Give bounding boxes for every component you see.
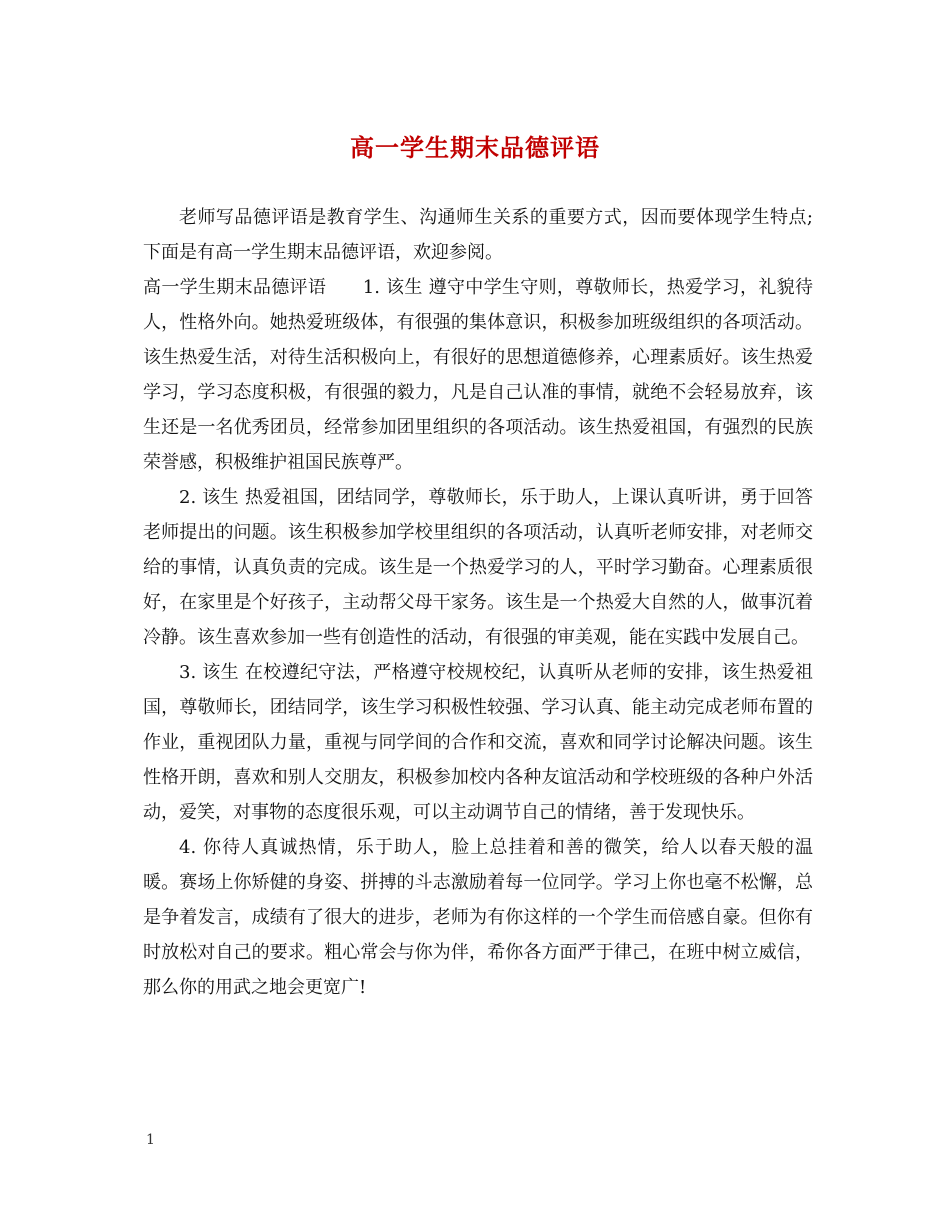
document-body: [143, 200, 813, 1005]
document-title: 高一学生期末品德评语: [350, 133, 600, 162]
comment-paragraph-4: 4. 你待人真诚热情，乐于助人，脸上总挂着和善的微笑，给人以春天般的温暖。赛场上你矫健的身姿、拼搏的斗志激励着每一位同学。学习上你也毫不松懈，总是争着发言，成绩有了很大的进步，老师为有你这样的一个学生而倍感自豪。但你有时放松对自己的要求。粗心常会与你为伴，希你各方面严于律己，在班中树立威信，那么你的用武之地会更宽广!: [143, 837, 813, 998]
comment-paragraph-2: 2. 该生 热爱祖国，团结同学，尊敬师长，乐于助人，上课认真听讲，勇于回答老师提出的问题。该生积极参加学校里组织的各项活动，认真听老师安排，对老师交给的事情，认真负责的完成。该生是一个热爱学习的人，平时学习勤奋。心理素质很好，在家里是个好孩子，主动帮父母干家务。该生是一个热爱大自然的人，做事沉着冷静。该生喜欢参加一些有创造性的活动，有很强的审美观，能在实践中发展自己。: [143, 487, 813, 648]
page-number: 1: [146, 1132, 155, 1148]
comment-paragraph-1: 高一学生期末品德评语 1. 该生 遵守中学生守则，尊敬师长，热爱学习，礼貌待人，性格外向。她热爱班级体，有很强的集体意识，积极参加班级组织的各项活动。该生热爱生活，对待生活积极向上，有很好的思想道德修养，心理素质好。该生热爱学习，学习态度积极，有很强的毅力，凡是自己认准的事情，就绝不会轻易放弃，该生还是一名优秀团员，经常参加团里组织的各项活动。该生热爱祖国，有强烈的民族荣誉感，积极维护祖国民族尊严。: [143, 277, 813, 473]
intro-paragraph: 老师写品德评语是教育学生、沟通师生关系的重要方式，因而要体现学生特点;下面是有高一学生期末品德评语，欢迎参阅。: [143, 207, 813, 263]
comment-paragraph-3: 3. 该生 在校遵纪守法，严格遵守校规校纪，认真听从老师的安排，该生热爱祖国，尊敬师长，团结同学，该生学习积极性较强、学习认真、能主动完成老师布置的作业，重视团队力量，重视与同学间的合作和交流，喜欢和同学讨论解决问题。该生性格开朗，喜欢和别人交朋友，积极参加校内各种友谊活动和学校班级的各种户外活动，爱笑，对事物的态度很乐观，可以主动调节自己的情绪，善于发现快乐。: [143, 662, 813, 823]
